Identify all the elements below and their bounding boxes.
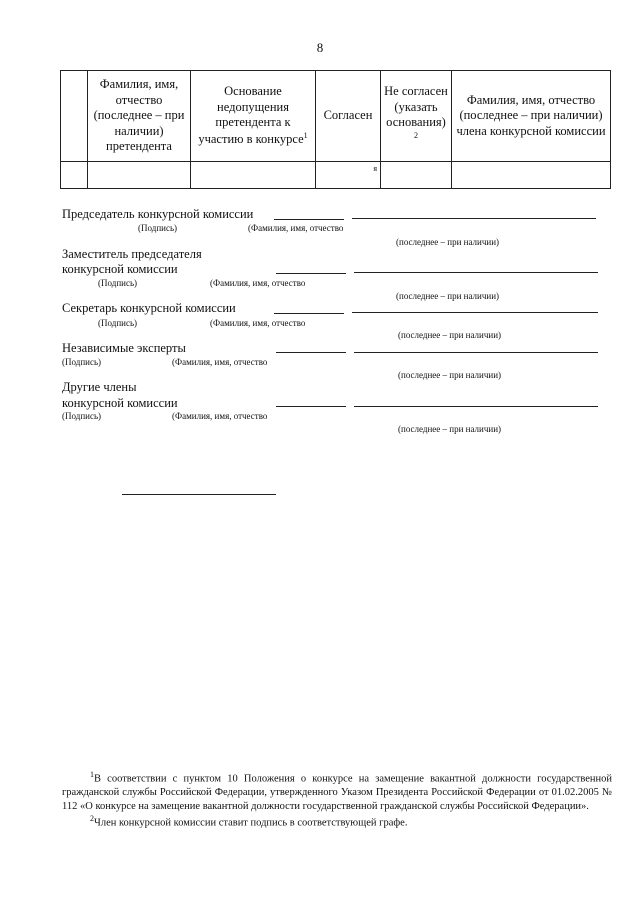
table-cell[interactable]	[381, 162, 452, 189]
row-mark: я	[373, 164, 377, 173]
chairman-label: Председатель конкурсной комиссии	[62, 207, 254, 221]
footnotes	[62, 770, 612, 830]
chairman-name-line[interactable]	[352, 218, 596, 219]
others-signature-line[interactable]	[276, 406, 346, 407]
secretary-signature-caption: (Подпись)	[98, 318, 138, 328]
table-cell[interactable]	[191, 162, 316, 189]
table-cell[interactable]	[61, 162, 88, 189]
experts-label: Независимые эксперты	[62, 341, 186, 355]
secretary-name-line[interactable]	[352, 312, 598, 313]
deputy-name-caption-tail: (последнее – при наличии)	[396, 291, 500, 301]
chairman-signature-caption: (Подпись)	[138, 223, 178, 233]
table-cell[interactable]	[452, 162, 611, 189]
experts-name-caption-tail: (последнее – при наличии)	[398, 370, 502, 380]
deputy-signature-caption: (Подпись)	[98, 278, 138, 288]
chairman-name-caption: (Фамилия, имя, отчество	[248, 223, 344, 233]
footnote-ref-1: 1	[303, 131, 308, 141]
deputy-label-line1: Заместитель председателя	[62, 247, 202, 261]
others-name-line[interactable]	[354, 406, 598, 407]
experts-signature-caption: (Подпись)	[62, 357, 102, 367]
others-label-line2: конкурсной комиссии	[62, 396, 178, 410]
chairman-signature-line[interactable]	[274, 219, 344, 220]
header-cell-blank	[61, 71, 88, 162]
others-label-line1: Другие члены	[62, 380, 137, 394]
table-header-row	[61, 71, 611, 162]
deputy-label-line2: конкурсной комиссии	[62, 262, 178, 276]
secretary-signature-line[interactable]	[274, 313, 344, 314]
deputy-signature-line[interactable]	[276, 273, 346, 274]
header-cell-agree: Согласен	[316, 71, 381, 162]
header-cell-reason: Основание недопущения претендента к участию в конкурсе$^1$	[191, 71, 316, 162]
chairman-name-caption-tail: (последнее – при наличии)	[396, 237, 500, 247]
secretary-label: Секретарь конкурсной комиссии	[62, 301, 236, 315]
commission-table	[60, 70, 611, 189]
footnote-1-text: В соответствии с пунктом 10 Положения о конкурсе на замещение вакантной должности государственной гражданской службы Российской Федерации, утвержденного Указом Президента Российской Федерации от 01.02.2005 № 112 «О конкурсе на замещение вакантной должности государственной гражданской службы Российской Федерации».	[62, 773, 612, 813]
deputy-name-line[interactable]	[354, 272, 598, 273]
page-number: 8	[316, 40, 324, 55]
experts-name-line[interactable]	[354, 352, 598, 353]
footnote-2-mark: 2	[90, 814, 94, 824]
secretary-name-caption-tail: (последнее – при наличии)	[398, 330, 502, 340]
header-cell-candidate: Фамилия, имя, отчество (последнее – при наличии) претендента	[88, 71, 191, 162]
deputy-name-caption: (Фамилия, имя, отчество	[210, 278, 306, 288]
others-name-caption: (Фамилия, имя, отчество	[172, 411, 268, 421]
footnote-2	[62, 814, 612, 830]
others-name-caption-tail: (последнее – при наличии)	[398, 424, 502, 434]
experts-name-caption: (Фамилия, имя, отчество	[172, 357, 268, 367]
table-cell[interactable]	[88, 162, 191, 189]
end-separator-line	[122, 494, 276, 495]
table-row	[61, 162, 611, 189]
secretary-name-caption: (Фамилия, имя, отчество	[210, 318, 306, 328]
table-cell[interactable]	[316, 162, 381, 189]
footnote-2-text: Член конкурсной комиссии ставит подпись в соответствующей графе.	[94, 817, 408, 829]
footnote-1	[62, 770, 612, 814]
footnote-ref-2: 2	[414, 131, 418, 141]
experts-signature-line[interactable]	[276, 352, 346, 353]
others-signature-caption: (Подпись)	[62, 411, 102, 421]
header-cell-disagree: Не согласен (указать основания) $^2$	[381, 71, 452, 162]
header-cell-member: Фамилия, имя, отчество (последнее – при наличии) члена конкурсной комиссии	[452, 71, 611, 162]
footnote-1-mark: 1	[90, 770, 94, 779]
